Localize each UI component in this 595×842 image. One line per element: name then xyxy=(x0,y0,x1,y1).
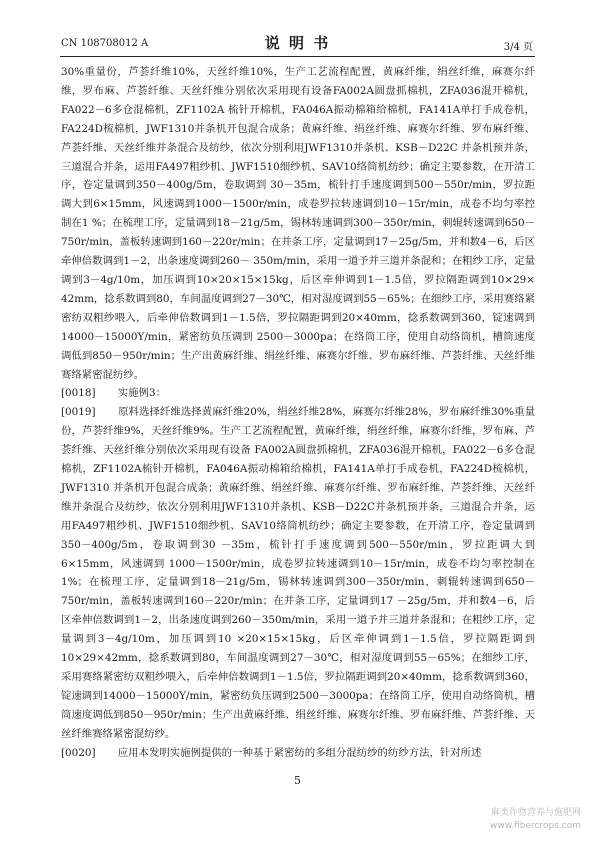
paragraph-0020 xyxy=(61,744,535,763)
watermark-title: 麻类作物营养与施肥网 xyxy=(490,808,581,818)
document-body xyxy=(61,63,539,763)
watermark-url: www.fibercrops.com xyxy=(490,821,581,831)
paragraph-0019 xyxy=(61,403,535,743)
paragraph-number: [0020] xyxy=(61,746,96,759)
paragraph-number: [0019] xyxy=(61,406,96,419)
page-fraction: 3/4 页 xyxy=(503,42,533,53)
patent-number: CN 108708012 A xyxy=(61,38,149,49)
page-header xyxy=(0,30,595,52)
paragraph-text: 30%重量份，芦荟纤维10%，天丝纤维10%，生产工艺流程配置，黄麻纤维，绢丝纤维，麻赛尔纤维，罗布麻、芦荟纤维、天丝纤维分别依次采用现有设备FA002A圆盘抓棉机，ZFA036混开棉机，FA022－6多仓混棉机，ZF1102A 梳针开棉机，FA046A振动棉箱给棉机，FA141A单打手成卷机，FA224D梳棉机，JWF1310并条机开包混合成条；黄麻纤维、绢丝纤维、麻赛尔纤维、罗布麻纤维、芦荟纤维、天丝纤维并条混合及纺纱，依次分别利用JWF1310并条机、KSB－D22C 并条机预并条，三道混合并条，运用FA497粗纱机、JWF1510细纱机、SAV10络筒机纺纱；确定主要参数，在开清工序，卷定量调到350－400g/5m，卷取调到 30－35m，梳针打手速度调到500－550r/min，罗拉距调大到6×15mm，风速调到1000－1500r/min，成卷罗拉转速调到10－15r/min，成卷不均匀率控制在1 %；在梳理工序，定量调到18－21g/5m，锡林转速调到300－350r/min，刺辊转速调到650－750r/min，盖板转速调到160－220r/min；在并条工序，定量调到17－25g/5m，并和数4－6，后区牵伸倍数调到1－2，出条速度调到260－ 350m/min，采用一道予并三道并条混和；在粗纱工序，定量调到3－4g/10m，加压调到10×20×15×15kg，后区牵伸调到1－1.5倍，罗拉隔距调到10×29× 42mm，捻系数调到80，车间温度调到27－30℃，相对湿度调到55－65%；在细纱工序，采用赛络紧密纺双粗纱喂入，后牵伸倍数调到1－1.5倍，罗拉隔距调到20×40mm，捻系数调到360，锭速调到14000－15000Y/min，紧密纺负压调到 2500－3000pa；在络筒工序，使用自动络筒机，槽筒速度调低到850－950r/min；生产出黄麻纤维、绢丝纤维、麻赛尔纤维、罗布麻纤维、芦荟纤维、天丝纤维赛络紧密混纺纱。 xyxy=(61,66,539,381)
document-title: 说 明 书 xyxy=(264,34,331,52)
paragraph-text: 原料选择纤维选择黄麻纤维20%，绢丝纤维28%，麻赛尔纤维28%，罗布麻纤维30%重量份，芦荟纤维9%，天丝纤维9%。生产工艺流程配置，黄麻纤维，绢丝纤维，麻赛尔纤维，罗布麻、芦荟纤维、天丝纤维分别依次采用现有设备 FA002A圆盘抓棉机，ZFA036混开棉机，FA022－6多仓混棉机，ZF1102A梳针开棉机，FA046A振动棉箱给棉机，FA141A单打手成卷机，FA224D梳棉机，JWF1310 并条机开包混合成条；黄麻纤维、绢丝纤维、麻赛尔纤维、罗布麻纤维、芦荟纤维、天丝纤维并条混合及纺纱，依次分别利用JWF1310并条机、KSB－D22C并条机预并条，三道混合并条，运用FA497粗纱机、JWF1510细纱机、SAV10络筒机纺纱；确定主要参数，在开清工序，卷定量调到350－400g/5m，卷取调到30 －35m，梳针打手速度调到500－550r/min，罗拉距调大到6×15mm，风速调到 1000－1500r/min，成卷罗拉转速调到10－15r/min，成卷不均匀率控制在1%；在梳理工序，定量调到18－21g/5m，锡林转速调到300－350r/min，刺辊转速调到650－750r/min，盖板转速调到160－220r/min；在并条工序，定量调到17 －25g/5m，并和数4－6，后区牵伸倍数调到1－2，出条速度调到260－350m/min，采用一道予并三道并条混和；在粗纱工序，定量调到3－4g/10m，加压调到10 ×20×15×15kg，后区牵伸调到1－1.5倍，罗拉隔距调到10×29×42mm，捻系数调到80，车间温度调到27－30℃，相对湿度调到55－65%；在细纱工序，采用赛络紧密纺双粗纱喂入，后牵伸倍数调到1－1.5倍，罗拉隔距调到20×40mm，捻系数调到360，锭速调到14000－15000Y/min，紧密纺负压调到2500－3000pa；在络筒工序，使用自动络筒机，槽筒速度调低到850－950r/min；生产出黄麻纤维、绢丝纤维、麻赛尔纤维、罗布麻纤维、芦荟纤维、天丝纤维赛络紧密混纺纱。 xyxy=(61,406,535,740)
header-divider xyxy=(60,56,535,57)
paragraph-number: [0018] xyxy=(61,387,96,400)
paragraph-text: 实施例3： xyxy=(117,387,166,400)
paragraph-0018 xyxy=(61,384,535,403)
page-number: 5 xyxy=(294,774,301,787)
paragraph-text: 应用本发明实施例提供的一种基于紧密纺的多组分混纺纱的纺纱方法，针对所述 xyxy=(117,746,482,759)
site-watermark xyxy=(490,807,581,833)
paragraph-continuation xyxy=(61,63,539,384)
